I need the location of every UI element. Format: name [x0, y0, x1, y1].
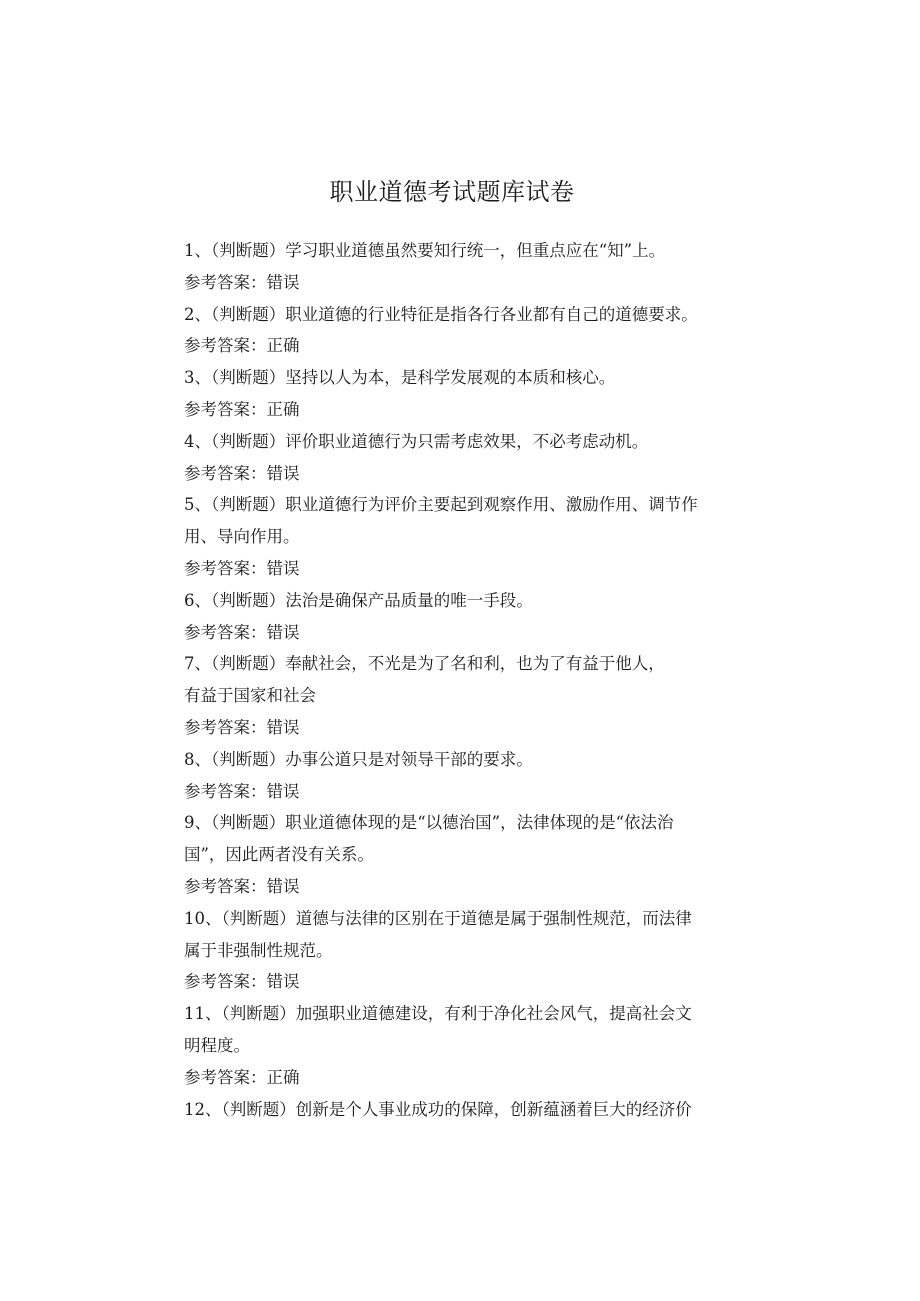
- text-line: 属于非强制性规范。: [184, 940, 333, 960]
- text-line: 4、（判断题）评价职业道德行为只需考虑效果，不必考虑动机。: [184, 431, 649, 451]
- text-line: 有益于国家和社会: [184, 686, 316, 706]
- text-line: 参考答案：正确: [184, 399, 300, 419]
- text-line: 2、（判断题）职业道德的行业特征是指各行各业都有自己的道德要求。: [184, 304, 698, 324]
- text-line: 参考答案：错误: [184, 717, 300, 737]
- text-line: 参考答案：错误: [184, 781, 300, 801]
- text-line: 8、（判断题）办事公道只是对领导干部的要求。: [184, 749, 533, 769]
- text-line: 参考答案：错误: [184, 622, 300, 642]
- text-line: 6、（判断题）法治是确保产品质量的唯一手段。: [184, 590, 533, 610]
- text-line: 参考答案：错误: [184, 463, 300, 483]
- text-line: 参考答案：正确: [184, 1067, 300, 1087]
- page-title: 职业道德考试题库试卷: [329, 178, 575, 206]
- text-line: 参考答案：错误: [184, 876, 300, 896]
- text-line: 11、（判断题）加强职业道德建设，有利于净化社会风气，提高社会文: [184, 1004, 692, 1024]
- text-line: 10、（判断题）道德与法律的区别在于道德是属于强制性规范，而法律: [184, 908, 692, 928]
- text-line: 用、导向作用。: [184, 527, 300, 547]
- text-line: 9、（判断题）职业道德体现的是“以德治国”，法律体现的是“依法治: [184, 813, 674, 833]
- text-line: 5、（判断题）职业道德行为评价主要起到观察作用、激励作用、调节作: [184, 495, 698, 515]
- text-line: 参考答案：错误: [184, 972, 300, 992]
- text-line: 1、（判断题）学习职业道德虽然要知行统一，但重点应在“知”上。: [184, 241, 666, 260]
- text-line: 12、（判断题）创新是个人事业成功的保障，创新蕴涵着巨大的经济价: [184, 1099, 692, 1119]
- text-line: 明程度。: [184, 1035, 250, 1055]
- text-line: 参考答案：错误: [184, 272, 300, 292]
- text-line: 7、（判断题）奉献社会，不光是为了名和利，也为了有益于他人，: [184, 654, 665, 674]
- text-line: 参考答案：正确: [184, 336, 300, 356]
- text-line: 参考答案：错误: [184, 558, 300, 578]
- text-line: 3、（判断题）坚持以人为本，是科学发展观的本质和核心。: [184, 368, 616, 388]
- text-line: 国”，因此两者没有关系。: [184, 845, 374, 865]
- question-list: [184, 235, 724, 1125]
